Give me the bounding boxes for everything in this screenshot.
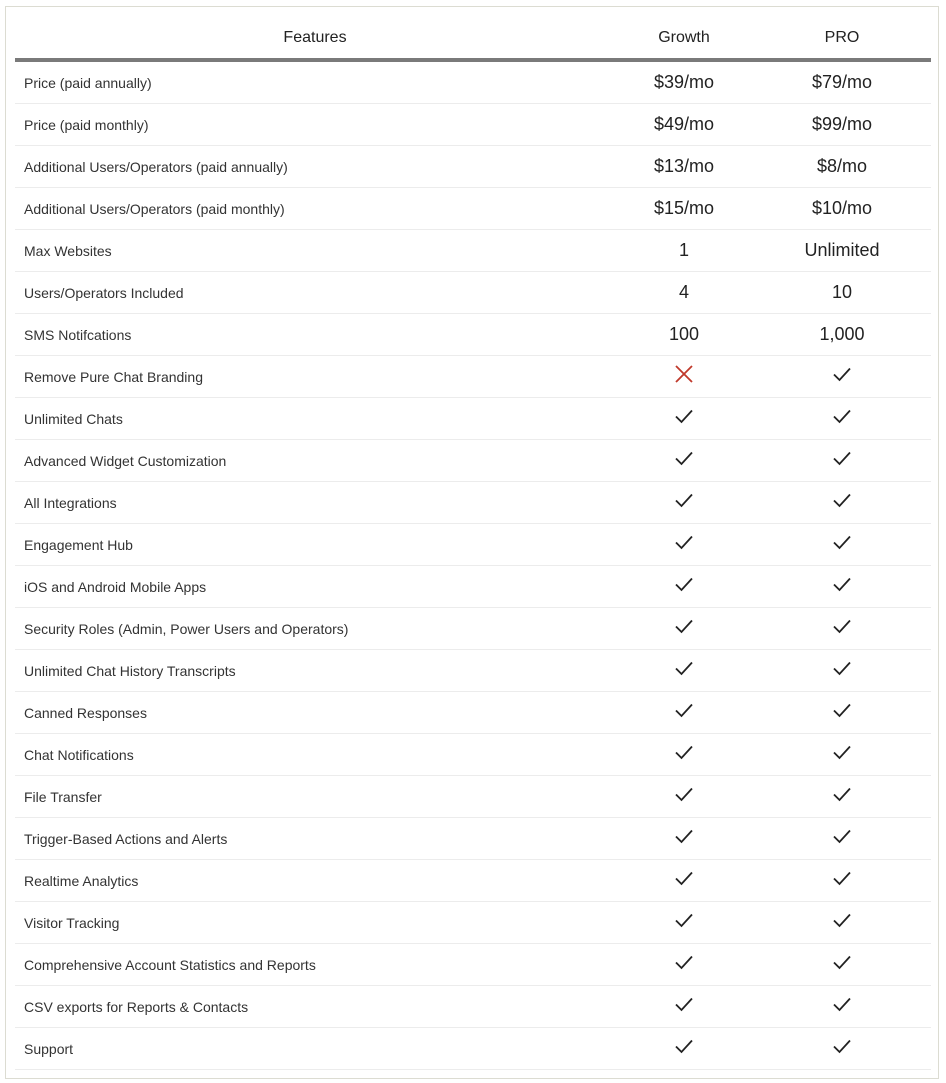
- pro-cell: [753, 524, 931, 566]
- table-row: [15, 776, 931, 818]
- feature-label: Chat Notifications: [15, 734, 615, 776]
- feature-label: CSV exports for Reports & Contacts: [15, 986, 615, 1028]
- check-icon: [674, 576, 694, 597]
- feature-label: Comprehensive Account Statistics and Reports: [15, 944, 615, 986]
- pro-cell: [753, 356, 931, 398]
- growth-value: 100: [615, 314, 753, 356]
- growth-cell: [615, 356, 753, 398]
- growth-cell: [615, 818, 753, 860]
- check-icon: [674, 660, 694, 681]
- feature-label: File Transfer: [15, 776, 615, 818]
- pro-cell: [753, 482, 931, 524]
- table-row: [15, 818, 931, 860]
- check-icon: [832, 786, 852, 807]
- feature-label: SMS Notifcations: [15, 314, 615, 356]
- feature-label: Trigger-Based Actions and Alerts: [15, 818, 615, 860]
- growth-value: $39/mo: [615, 60, 753, 104]
- header-growth: Growth: [615, 17, 753, 60]
- feature-label: Advanced Widget Customization: [15, 440, 615, 482]
- check-icon: [832, 870, 852, 891]
- check-icon: [832, 366, 852, 387]
- growth-cell: [615, 692, 753, 734]
- pro-cell: [753, 860, 931, 902]
- pro-cell: [753, 566, 931, 608]
- check-icon: [674, 870, 694, 891]
- feature-label: Visitor Tracking: [15, 902, 615, 944]
- table-row: [15, 986, 931, 1028]
- growth-value: $49/mo: [615, 104, 753, 146]
- growth-cell: [615, 398, 753, 440]
- feature-label: Realtime Analytics: [15, 860, 615, 902]
- check-icon: [832, 576, 852, 597]
- check-icon: [674, 618, 694, 639]
- pro-value: $79/mo: [753, 60, 931, 104]
- table-row: [15, 692, 931, 734]
- check-icon: [832, 408, 852, 429]
- feature-label: Users/Operators Included: [15, 272, 615, 314]
- check-icon: [674, 1038, 694, 1059]
- feature-label: Price (paid monthly): [15, 104, 615, 146]
- check-icon: [832, 828, 852, 849]
- check-icon: [832, 912, 852, 933]
- table-row: [15, 356, 931, 398]
- growth-cell: [615, 524, 753, 566]
- growth-value: $13/mo: [615, 146, 753, 188]
- table-row: [15, 146, 931, 188]
- check-icon: [832, 744, 852, 765]
- growth-cell: [615, 608, 753, 650]
- pro-cell: [753, 608, 931, 650]
- feature-label: All Integrations: [15, 482, 615, 524]
- feature-label: Engagement Hub: [15, 524, 615, 566]
- growth-cell: [615, 1028, 753, 1070]
- growth-cell: [615, 566, 753, 608]
- check-icon: [674, 702, 694, 723]
- check-icon: [832, 534, 852, 555]
- pro-value: 10: [753, 272, 931, 314]
- table-row: [15, 60, 931, 104]
- pro-cell: [753, 818, 931, 860]
- table-row: [15, 230, 931, 272]
- growth-cell: [615, 482, 753, 524]
- pricing-comparison-table: [15, 17, 931, 1070]
- feature-label: Unlimited Chats: [15, 398, 615, 440]
- header-features: Features: [15, 17, 615, 60]
- table-row: [15, 1028, 931, 1070]
- table-row: [15, 566, 931, 608]
- check-icon: [674, 786, 694, 807]
- feature-label: Unlimited Chat History Transcripts: [15, 650, 615, 692]
- table-row: [15, 944, 931, 986]
- table-body: [15, 60, 931, 1070]
- feature-label: Canned Responses: [15, 692, 615, 734]
- growth-cell: [615, 986, 753, 1028]
- check-icon: [674, 744, 694, 765]
- table-row: [15, 104, 931, 146]
- pro-cell: [753, 776, 931, 818]
- pro-cell: [753, 944, 931, 986]
- check-icon: [832, 660, 852, 681]
- pro-cell: [753, 986, 931, 1028]
- growth-value: 1: [615, 230, 753, 272]
- check-icon: [832, 996, 852, 1017]
- table-row: [15, 314, 931, 356]
- check-icon: [832, 450, 852, 471]
- pro-value: $8/mo: [753, 146, 931, 188]
- pro-cell: [753, 398, 931, 440]
- pro-value: $10/mo: [753, 188, 931, 230]
- table-header: [15, 17, 931, 60]
- feature-label: Price (paid annually): [15, 60, 615, 104]
- growth-cell: [615, 440, 753, 482]
- table-row: [15, 650, 931, 692]
- pro-value: 1,000: [753, 314, 931, 356]
- header-pro: PRO: [753, 17, 931, 60]
- table-row: [15, 482, 931, 524]
- table-row: [15, 902, 931, 944]
- pro-cell: [753, 1028, 931, 1070]
- table-row: [15, 608, 931, 650]
- check-icon: [832, 702, 852, 723]
- growth-cell: [615, 902, 753, 944]
- check-icon: [832, 618, 852, 639]
- check-icon: [832, 492, 852, 513]
- check-icon: [674, 534, 694, 555]
- check-icon: [832, 1038, 852, 1059]
- feature-label: Additional Users/Operators (paid annually): [15, 146, 615, 188]
- pro-value: $99/mo: [753, 104, 931, 146]
- check-icon: [674, 492, 694, 513]
- pro-cell: [753, 692, 931, 734]
- table-row: [15, 524, 931, 566]
- growth-cell: [615, 860, 753, 902]
- check-icon: [674, 408, 694, 429]
- table-row: [15, 272, 931, 314]
- pro-cell: [753, 650, 931, 692]
- check-icon: [674, 996, 694, 1017]
- pro-cell: [753, 734, 931, 776]
- check-icon: [832, 954, 852, 975]
- growth-value: 4: [615, 272, 753, 314]
- table-row: [15, 188, 931, 230]
- header-row: [15, 17, 931, 60]
- growth-cell: [615, 776, 753, 818]
- cross-icon: [674, 364, 694, 389]
- feature-label: Remove Pure Chat Branding: [15, 356, 615, 398]
- feature-label: Max Websites: [15, 230, 615, 272]
- feature-label: Support: [15, 1028, 615, 1070]
- growth-value: $15/mo: [615, 188, 753, 230]
- pro-cell: [753, 440, 931, 482]
- pro-cell: [753, 902, 931, 944]
- check-icon: [674, 450, 694, 471]
- growth-cell: [615, 650, 753, 692]
- table-row: [15, 860, 931, 902]
- check-icon: [674, 954, 694, 975]
- growth-cell: [615, 734, 753, 776]
- feature-label: iOS and Android Mobile Apps: [15, 566, 615, 608]
- table-row: [15, 734, 931, 776]
- feature-label: Security Roles (Admin, Power Users and Operators): [15, 608, 615, 650]
- feature-label: Additional Users/Operators (paid monthly): [15, 188, 615, 230]
- check-icon: [674, 828, 694, 849]
- pro-value: Unlimited: [753, 230, 931, 272]
- check-icon: [674, 912, 694, 933]
- growth-cell: [615, 944, 753, 986]
- table-row: [15, 440, 931, 482]
- table-row: [15, 398, 931, 440]
